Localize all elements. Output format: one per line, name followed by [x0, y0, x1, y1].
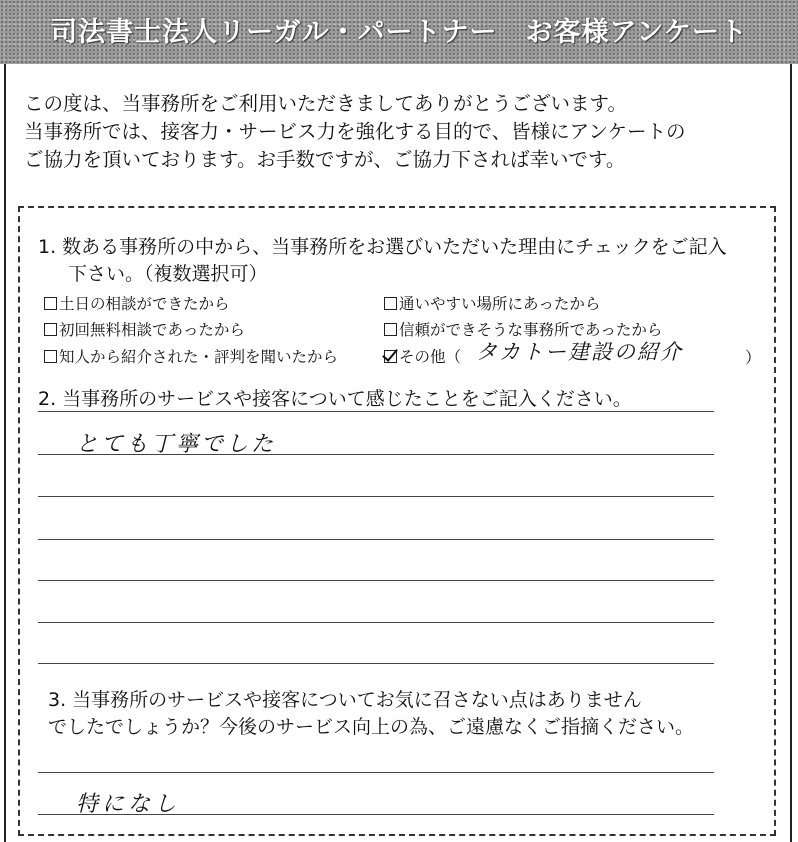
answer-line [38, 580, 714, 581]
q1-option-access[interactable] [384, 292, 600, 314]
answer-line [38, 814, 714, 815]
q1-other-close-paren: ） [745, 348, 762, 367]
answer-line [38, 772, 714, 773]
checkbox-icon[interactable] [44, 323, 57, 336]
checkbox-icon[interactable] [384, 297, 397, 310]
checkbox-checked-icon[interactable] [384, 350, 397, 363]
survey-title: 司法書士法人リーガル・パートナー お客様アンケート [50, 17, 748, 48]
intro-line: ご協力を頂いております。お手数ですが、ご協力下されば幸いです。 [24, 148, 626, 171]
q1-option-weekend[interactable] [44, 292, 230, 314]
intro-line: 当事務所では、接客力・サービス力を強化する目的で、皆様にアンケートの [24, 120, 686, 143]
option-label: 通いやすい場所にあったから [399, 295, 601, 313]
q3-text-line1: 3. 当事務所のサービスや接客についてお気に召さない点はありません [48, 689, 642, 711]
q2-answer: とても丁寧でした [76, 432, 277, 457]
q3-text-line2: でしたでしょうか？今後のサービス向上の為、ご遠慮なくご指摘ください。 [48, 716, 695, 738]
intro-text [24, 90, 764, 174]
q1-option-other[interactable] [384, 345, 461, 367]
q1-text-line2: 下さい。（複数選択可） [68, 263, 268, 285]
answer-line [38, 454, 714, 455]
q1-option-free-consult[interactable] [44, 318, 245, 340]
checkbox-icon[interactable] [44, 297, 57, 310]
q2-text: 2. 当事務所のサービスや接客について感じたことをご記入ください。 [38, 388, 632, 410]
checkbox-icon[interactable] [44, 350, 57, 363]
intro-line: この度は、当事務所をご利用いただきましてありがとうございます。 [24, 92, 627, 115]
q3-answer: 特になし [76, 792, 181, 817]
answer-line [38, 539, 714, 540]
option-label: その他（ [399, 348, 462, 366]
answer-line [38, 496, 714, 497]
answer-line [38, 663, 714, 664]
q1-text-line1: 1. 数ある事務所の中から、当事務所をお選びいただいた理由にチェックをご記入 [38, 236, 727, 258]
q1-option-referral[interactable] [44, 345, 338, 367]
checkbox-icon[interactable] [384, 323, 397, 336]
option-label: 信頼ができそうな事務所であったから [399, 321, 663, 339]
header-banner [0, 0, 798, 64]
answer-line [38, 622, 714, 623]
q1-other-answer: タカトー建設の紹介 [476, 340, 683, 364]
option-label: 土日の相談ができたから [59, 295, 230, 313]
answer-line [38, 411, 714, 412]
option-label: 知人から紹介された・評判を聞いたから [59, 348, 339, 366]
option-label: 初回無料相談であったから [59, 321, 245, 339]
